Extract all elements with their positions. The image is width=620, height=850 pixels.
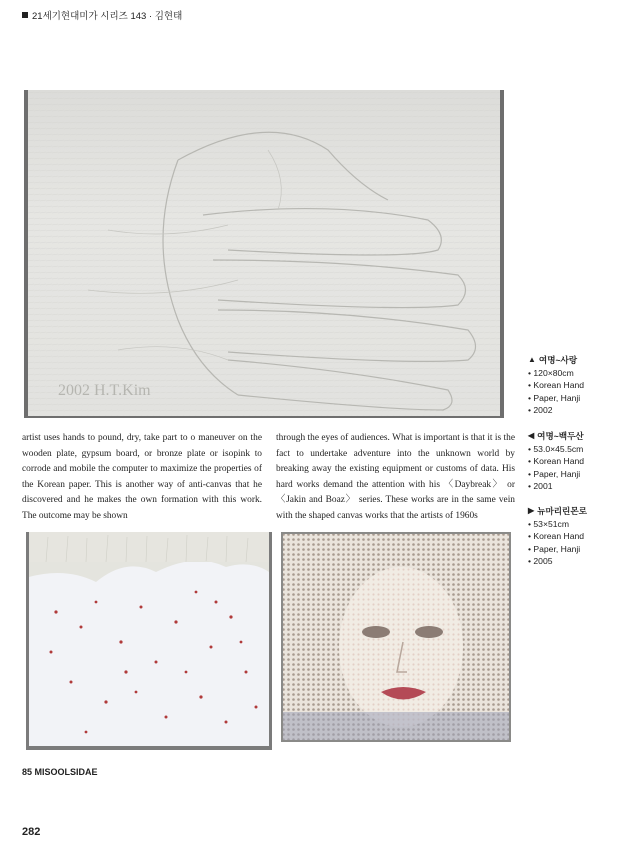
baekdu-mountain-image [26,532,272,750]
caption-medium: • Korean Hand [528,380,585,390]
header-text: 21세기현대미가 시리즈 143 · 김현태 [32,11,183,22]
left-triangle-icon: ◀ [528,431,535,440]
caption-daybreak-love [528,354,618,417]
page-number: 282 [22,826,41,838]
caption-medium-2: • Paper, Hanji [528,468,581,479]
up-triangle-icon: ▲ [528,355,536,364]
artwork-daybreak-baekdu [26,532,272,750]
caption-medium-2: • Paper, Hanji [528,392,581,403]
caption-medium: • Korean Hand [528,531,585,541]
caption-year: • 2005 [528,556,553,566]
caption-title: 여명~사랑 [538,355,578,365]
caption-size: • 53.0×45.5cm [528,443,584,454]
running-header [22,8,182,22]
caption-year: • 2002 [528,405,553,415]
artwork-daybreak-love [24,90,504,418]
body-text-left: artist uses hands to pound, dry, take part to o maneuver on the wooden plate, gypsum board, or bronze plate or isopink to corrode and mobile the computer to maximize the properties of the Korean paper. This is another way of anti-canvas that he discovered and he makes the own formation with this work. The outcome may be shown [22,433,262,521]
caption-year: • 2001 [528,481,553,491]
caption-title: 뉴마리린몬로 [537,506,587,516]
magazine-footer: 85 MISOOLSIDAE [22,767,98,777]
caption-daybreak-baekdu [528,430,618,493]
caption-new-marilyn [528,505,618,568]
right-triangle-icon: ▶ [528,506,535,515]
marilyn-portrait-image [281,532,511,742]
square-bullet-icon [22,12,28,18]
body-text-right: through the eyes of audiences. What is important is that it is the fact to undertake adventure into the unknown world by breaking away the existing equipment or customs of data. His hard works demand the attention with his 〈Daybreak〉 or 〈Jakin and Boaz〉 series. These works are in the same vein with the shaped canvas works that the artists of 1960s [276,433,515,521]
caption-medium-2: • Paper, Hanji [528,543,581,554]
embossed-hand-image [28,90,500,416]
hanji-paper-surface [28,90,500,416]
caption-size: • 53×51cm [528,518,569,529]
artist-signature: 2002 H.T.Kim [58,382,151,399]
artwork-new-marilyn-monroe [281,532,511,742]
caption-title: 여명~백두산 [537,431,584,441]
caption-size: • 120×80cm [528,367,574,378]
caption-medium: • Korean Hand [528,456,585,466]
